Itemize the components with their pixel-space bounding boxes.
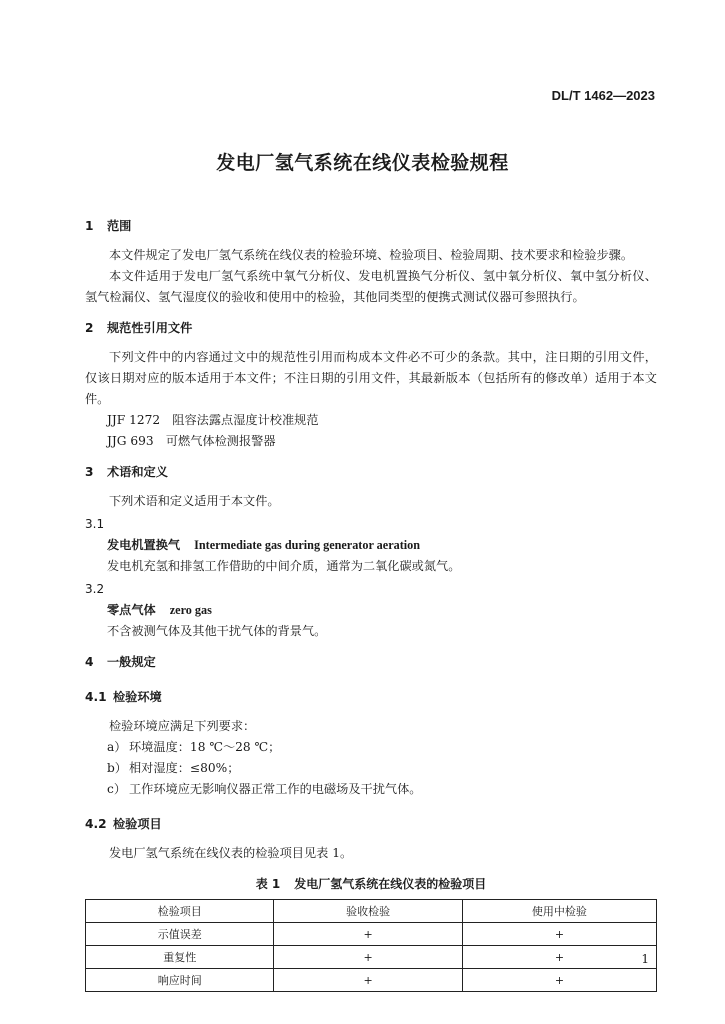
section-1-para-1: 本文件规定了发电厂氢气系统在线仪表的检验环境、检验项目、检验周期、技术要求和检验步骤。	[109, 248, 634, 262]
term-3-2-name: 零点气体 zero gas	[107, 603, 212, 617]
page-number: 1	[641, 952, 649, 966]
table-row	[86, 923, 657, 946]
table-header-cell: 使用中检验	[462, 900, 656, 923]
section-1-para-2: 本文件适用于发电厂氢气系统中氧气分析仪、发电机置换气分析仪、氢中氧分析仪、氧中氢分析仪、氢气检漏仪、氢气湿度仪的验收和使用中的检验，其他同类型的便携式测试仪器可参照执行。	[85, 269, 657, 304]
section-2-heading: 2 规范性引用文件	[85, 321, 193, 335]
standard-code: DL/T 1462—2023	[551, 88, 655, 103]
section-2-para-1: 下列文件中的内容通过文中的规范性引用而构成本文件必不可少的条款。其中，注日期的引用文件，仅该日期对应的版本适用于本文件；不注日期的引用文件，其最新版本（包括所有的修改单）适用于本文件。	[85, 350, 657, 406]
table-cell: 重复性	[86, 946, 274, 969]
document-body	[85, 216, 657, 992]
section-3-heading: 3 术语和定义	[85, 465, 168, 479]
table-row	[86, 946, 657, 969]
table-header-cell: 验收检验	[274, 900, 462, 923]
inspection-items-table	[85, 899, 657, 992]
list-item: c） 工作环境应无影响仪器正常工作的电磁场及干扰气体。	[107, 782, 422, 796]
table-cell: +	[462, 923, 656, 946]
table-cell: +	[462, 969, 656, 992]
list-item: a） 环境温度：18 ℃～28 ℃；	[107, 740, 281, 754]
section-3-para-1: 下列术语和定义适用于本文件。	[109, 494, 280, 508]
table-caption: 表 1 发电厂氢气系统在线仪表的检验项目	[255, 877, 487, 891]
term-3-2-definition: 不含被测气体及其他干扰气体的背景气。	[107, 624, 327, 638]
section-4-2-heading: 4.2 检验项目	[85, 817, 162, 831]
table-row	[86, 969, 657, 992]
section-4-1-heading: 4.1 检验环境	[85, 690, 162, 704]
document-title: 发电厂氢气系统在线仪表检验规程	[216, 152, 509, 174]
term-3-2-number: 3.2	[85, 582, 105, 596]
table-cell: +	[462, 946, 656, 969]
section-4-heading: 4 一般规定	[85, 655, 156, 669]
term-3-1-number: 3.1	[85, 517, 105, 531]
reference-2: JJG 693 可燃气体检测报警器	[107, 434, 276, 448]
table-cell: 响应时间	[86, 969, 274, 992]
reference-1: JJF 1272 阻容法露点湿度计校准规范	[107, 413, 319, 427]
term-3-1-definition: 发电机充氢和排氢工作借助的中间介质，通常为二氧化碳或氮气。	[107, 559, 461, 573]
section-4-1-para-1: 检验环境应满足下列要求：	[109, 719, 256, 733]
term-3-1-name: 发电机置换气 Intermediate gas during generator aeration	[107, 538, 421, 552]
table-cell: +	[274, 946, 462, 969]
table-header-cell: 检验项目	[86, 900, 274, 923]
table-cell: +	[274, 923, 462, 946]
list-item: b） 相对湿度：≤80%；	[107, 761, 240, 775]
section-1-heading: 1 范围	[85, 219, 132, 233]
section-4-2-para-1: 发电厂氢气系统在线仪表的检验项目见表 1。	[109, 846, 353, 860]
table-cell: 示值误差	[86, 923, 274, 946]
table-cell: +	[274, 969, 462, 992]
table-header-row	[86, 900, 657, 923]
